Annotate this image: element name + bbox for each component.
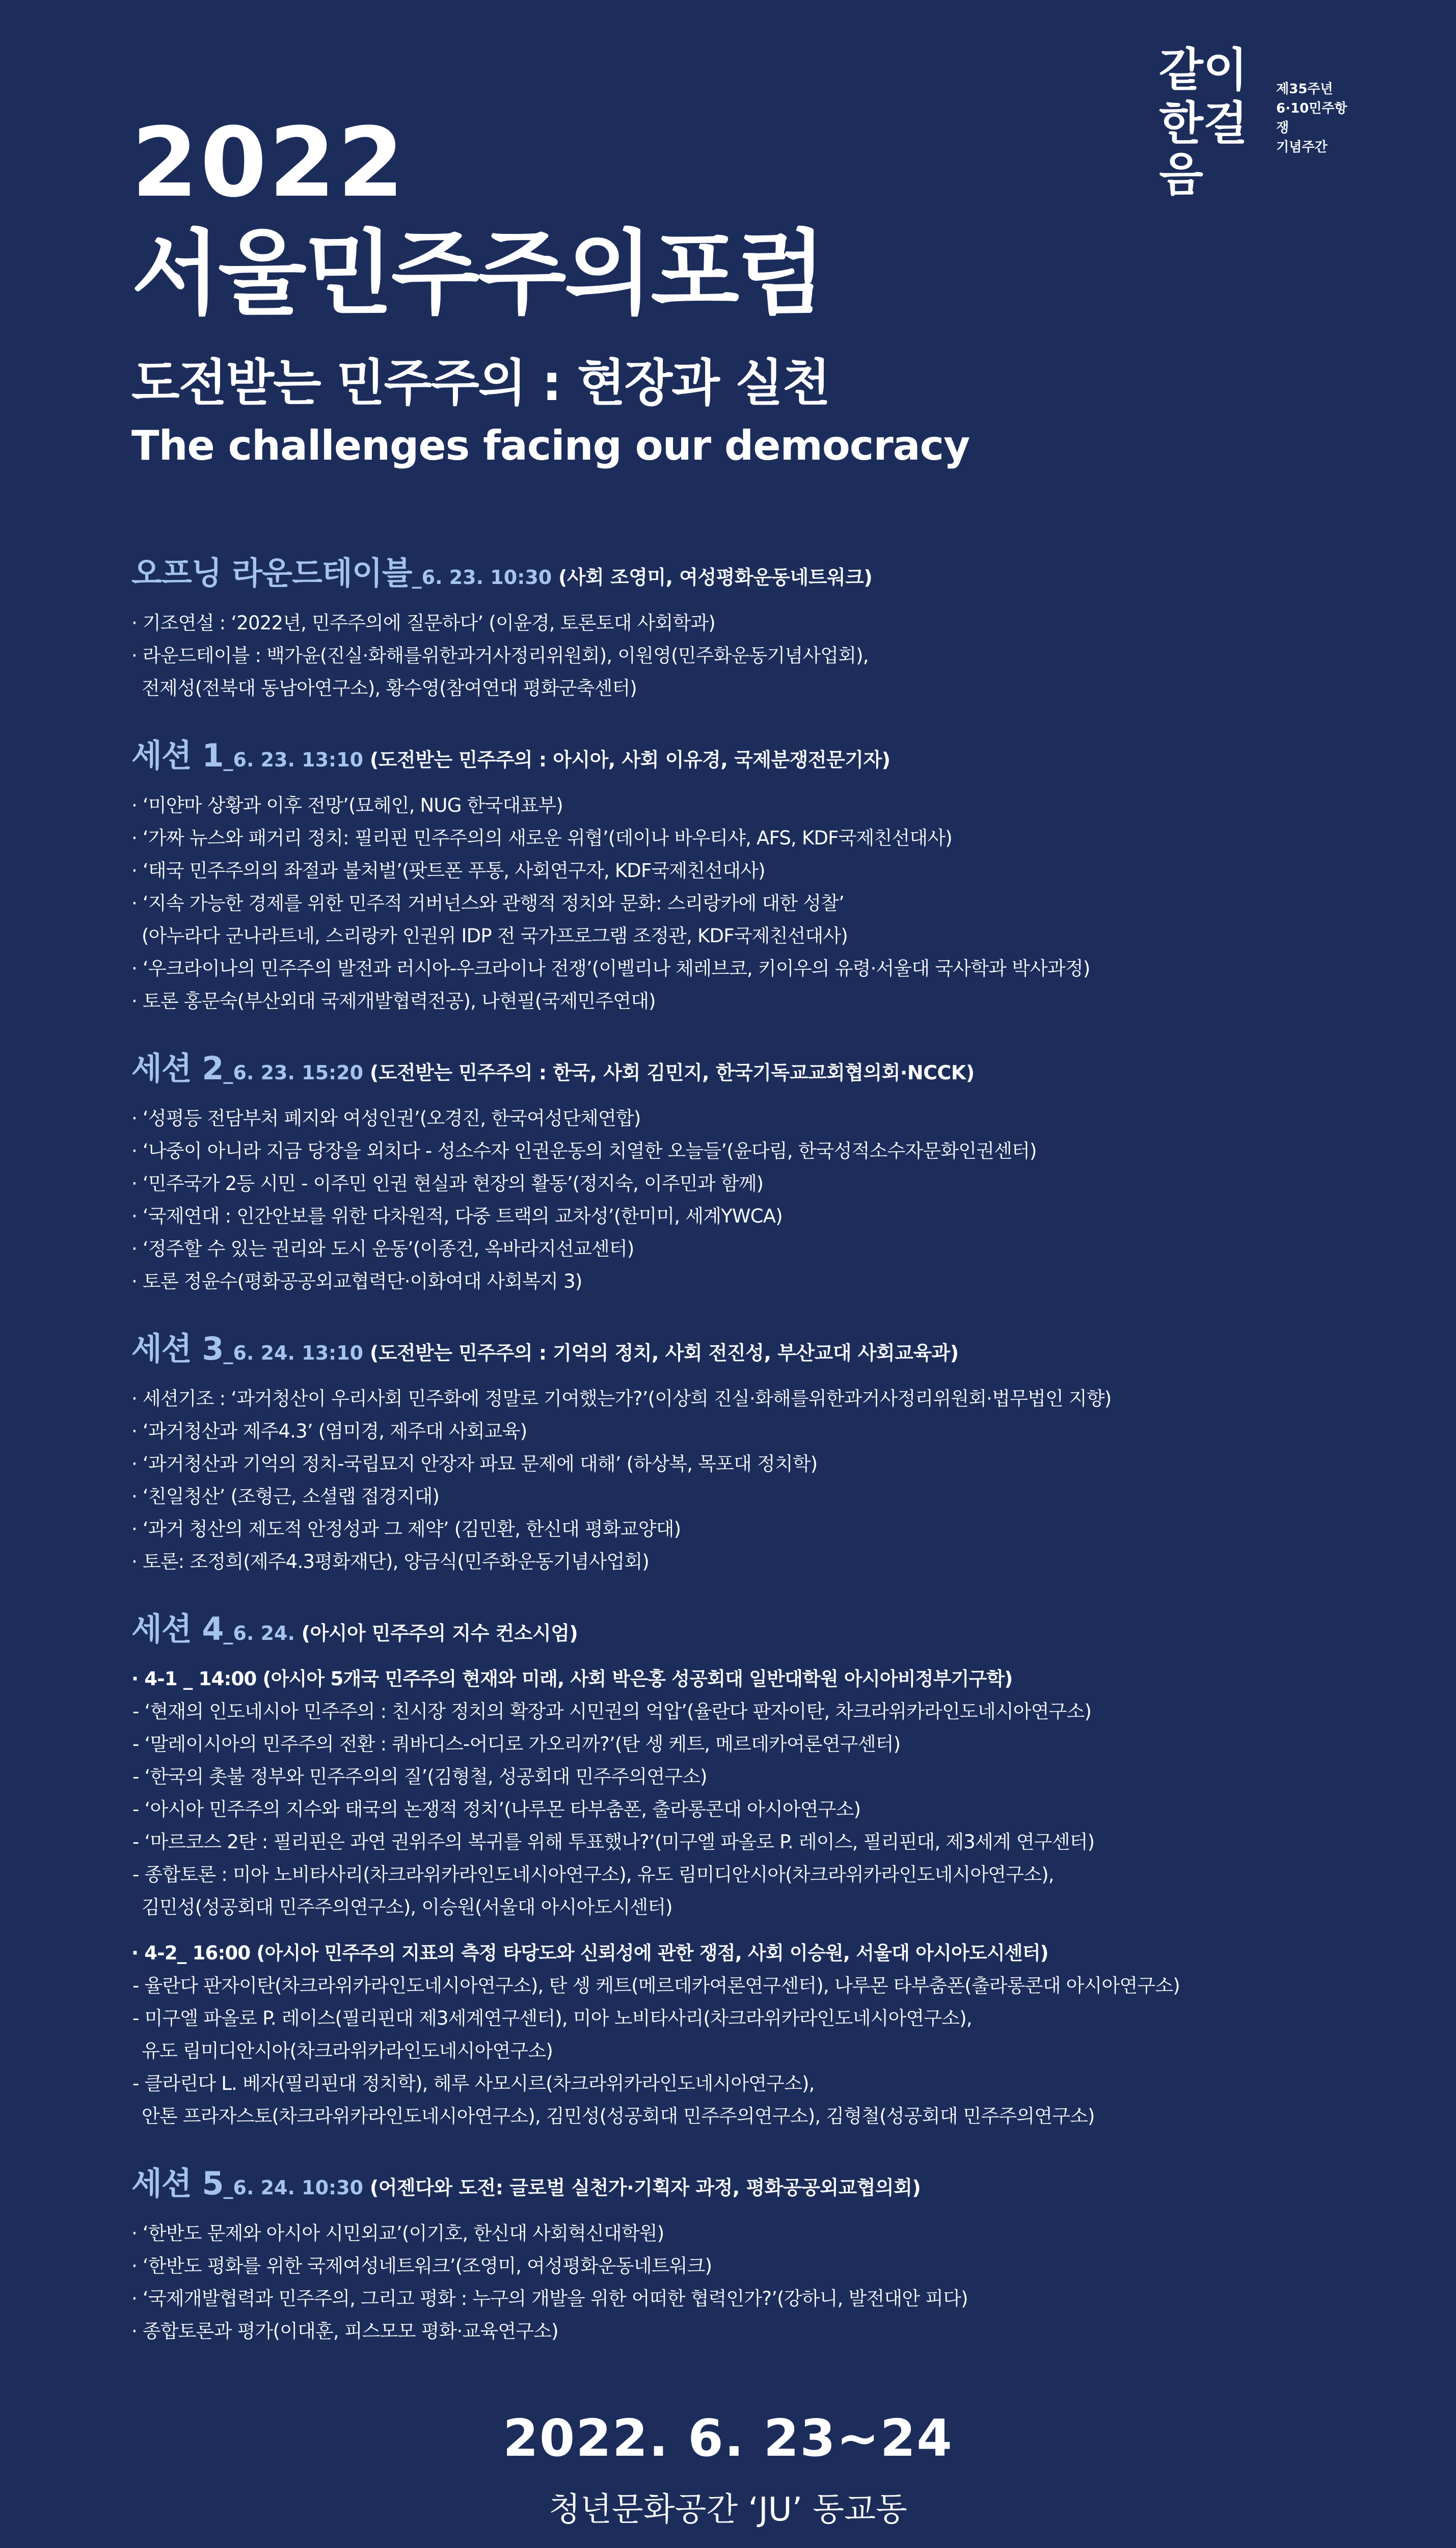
program-item: - 종합토론 : 미아 노비타사리(차크라위카라인도네시아연구소), 유도 림미디안시아(차크라위카라인도네시아연구소), (132, 1864, 1054, 1886)
program-item: · ‘지속 가능한 경제를 위한 민주적 거버넌스와 관행적 정치와 문화: 스리랑카에 대한 성찰’ (131, 892, 845, 914)
hero-title: 서울민주주의포럼 (131, 221, 824, 327)
program-item: · ‘과거 청산의 제도적 안정성과 그 제약’ (김민환, 한신대 평화교양대) (131, 1518, 681, 1540)
hero-subtitle-english: The challenges facing our democracy (131, 422, 970, 469)
campaign-caption-line: 6·10민주항쟁 (1276, 101, 1347, 136)
program-item: · ‘친일청산’ (조형근, 소셜랩 접경지대) (131, 1485, 440, 1507)
program-item: · 종합토론과 평가(이대훈, 피스모모 평화·교육연구소) (131, 2320, 558, 2342)
program-item: · ‘성평등 전담부처 폐지와 여성인권’(오경진, 한국여성단체연합) (131, 1107, 641, 1129)
program-item: · ‘국제연대 : 인간안보를 위한 다차원적, 다중 트랙의 교차성’(한미미, 세계YWCA) (131, 1205, 783, 1227)
program-item: - 미구엘 파올로 P. 레이스(필리핀대 제3세계연구센터), 미아 노비타사리(차크라위카라인도네시아연구소), (132, 2007, 972, 2029)
program-item: - 클라린다 L. 베자(필리핀대 정치학), 헤루 사모시르(차크라위카라인도네시아연구소), (132, 2073, 815, 2094)
section-description: (도전받는 민주주의 : 기억의 정치, 사회 전진성, 부산교대 사회교육과) (363, 1342, 959, 1364)
program-item: · 토론 정윤수(평화공공외교협력단·이화여대 사회복지 3) (131, 1270, 582, 1292)
section-name: 세션 3 (131, 1330, 224, 1367)
section-description: (사회 조영미, 여성평화운동네트워크) (552, 566, 873, 589)
event-venue: 청년문화공간 ‘JU’ 동교동 (549, 2491, 907, 2529)
hero-year: 2022 (131, 107, 407, 219)
section-date: _6. 23. 13:10 (223, 749, 364, 771)
program-item: - ‘마르코스 2탄 : 필리핀은 과연 권위주의 복귀를 위해 투표했나?’(미구엘 파올로 P. 레이스, 필리핀대, 제3세계 연구센터) (132, 1831, 1095, 1853)
program-item: · ‘민주국가 2등 시민 - 이주민 인권 현실과 현장의 활동’(정지숙, 이주민과 함께) (131, 1173, 764, 1195)
program-item: 안톤 프라자스토(차크라위카라인도네시아연구소), 김민성(성공회대 민주주의연구소), 김형철(성공회대 민주주의연구소) (142, 2105, 1095, 2127)
campaign-logo-line2: 한걸음 (1159, 97, 1248, 201)
program-item: (아누라다 군나라트네, 스리랑카 인권위 IDP 전 국가프로그램 조정관, KDF국제친선대사) (142, 925, 848, 947)
spacer (131, 1924, 1385, 1937)
section-description: (도전받는 민주주의 : 한국, 사회 김민지, 한국기독교교회협의회·NCCK) (363, 1061, 975, 1084)
program-section (131, 735, 1385, 1018)
program-item: - ‘현재의 인도네시아 민주주의 : 친시장 정치의 확장과 시민권의 억압’(율란다 판자이탄, 차크라위카라인도네시아연구소) (132, 1701, 1092, 1722)
program-item: · ‘가짜 뉴스와 패거리 정치: 필리핀 민주주의의 새로운 위협’(데이나 바우티샤, AFS, KDF국제친선대사) (131, 827, 952, 849)
event-footer (0, 2405, 1456, 2548)
section-heading (131, 735, 1385, 784)
program-item: · 토론: 조정희(제주4.3평화재단), 양금식(민주화운동기념사업회) (131, 1551, 650, 1573)
program-item: · ‘국제개발협력과 민주주의, 그리고 평화 : 누구의 개발을 위한 어떠한 협력인가?’(강하니, 발전대안 피다) (131, 2288, 968, 2310)
section-name: 세션 2 (131, 1050, 224, 1087)
program-item: 김민성(성공회대 민주주의연구소), 이승원(서울대 아시아도시센터) (142, 1896, 672, 1918)
section-heading (131, 1609, 1385, 1658)
program-item: · ‘나중이 아니라 지금 당장을 외치다 - 성소수자 인권운동의 치열한 오늘들’(윤다림, 한국성적소수자문화인권센터) (131, 1140, 1037, 1162)
section-heading (131, 1048, 1385, 1097)
program-item: · 라운드테이블 : 백가윤(진실·화해를위한과거사정리위원회), 이원영(민주화운동기념사업회), (131, 645, 869, 667)
program-section (131, 1329, 1385, 1578)
program-item: 전제성(전북대 동남아연구소), 황수영(참여연대 평화군축센터) (142, 677, 637, 699)
section-description: (아시아 민주주의 지수 컨소시엄) (294, 1622, 578, 1644)
section-heading (131, 2163, 1385, 2212)
program-item: · 세션기조 : ‘과거청산이 우리사회 민주화에 정말로 기여했는가?’(이상희 진실·화해를위한과거사정리위원회·법무법인 지향) (131, 1388, 1112, 1410)
event-date: 2022. 6. 23~24 (503, 2408, 953, 2468)
section-name: 세션 1 (131, 737, 224, 774)
program-section (131, 2163, 1385, 2348)
program-item: · ‘정주할 수 있는 권리와 도시 운동’(이종건, 옥바라지선교센터) (131, 1238, 634, 1260)
section-name: 오프닝 라운드테이블 (131, 554, 412, 592)
program-item: · ‘태국 민주주의의 좌절과 불처벌’(팟트폰 푸통, 사회연구자, KDF국제친선대사) (131, 860, 765, 882)
program-item: · 4-1 _ 14:00 (아시아 5개국 민주주의 현재와 미래, 사회 박은홍 성공회대 일반대학원 아시아비정부기구학) (131, 1668, 1013, 1690)
program-item: - ‘한국의 촛불 정부와 민주주의의 질’(김형철, 성공회대 민주주의연구소) (132, 1766, 707, 1788)
program-item: · 4-2_ 16:00 (아시아 민주주의 지표의 측정 타당도와 신뢰성에 관한 쟁점, 사회 이승원, 서울대 아시아도시센터) (131, 1942, 1048, 1964)
section-description: (어젠다와 도전: 글로벌 실천가·기획자 과정, 평화공공외교협의회) (363, 2177, 921, 2199)
section-date: _6. 24. 10:30 (223, 2177, 364, 2199)
program-section (131, 553, 1385, 705)
program-item: · ‘한반도 문제와 아시아 시민외교’(이기호, 한신대 사회혁신대학원) (131, 2222, 664, 2244)
program-item: · ‘우크라이나의 민주주의 발전과 러시아-우크라이나 전쟁’(이벨리나 체레브코, 키이우의 유령·서울대 국사학과 박사과정) (131, 958, 1090, 979)
section-date: _6. 23. 10:30 (412, 566, 552, 589)
section-heading (131, 1329, 1385, 1377)
section-date: _6. 24. (223, 1622, 295, 1644)
program-item: · ‘미얀마 상황과 이후 전망’(묘헤인, NUG 한국대표부) (131, 794, 563, 816)
section-description: (도전받는 민주주의 : 아시아, 사회 이유경, 국제분쟁전문기자) (363, 749, 891, 771)
hero (131, 107, 1303, 471)
program-item: 유도 림미디안시아(차크라위카라인도네시아연구소) (142, 2040, 553, 2062)
section-name: 세션 5 (131, 2165, 224, 2202)
program-item: - ‘아시아 민주주의 지수와 태국의 논쟁적 정치’(나루몬 타부춤폰, 출라롱콘대 아시아연구소) (132, 1798, 861, 1820)
section-heading (131, 553, 1385, 602)
program-item: · 기조연설 : ‘2022년, 민주주의에 질문하다’ (이윤경, 토론토대 사회학과) (131, 612, 715, 634)
program-item: - ‘말레이시아의 민주주의 전환 : 쿼바디스-어디로 가오리까?’(탄 셍 케트, 메르데카여론연구센터) (132, 1733, 901, 1755)
program-item: · 토론 홍문숙(부산외대 국제개발협력전공), 나현필(국제민주연대) (131, 990, 656, 1012)
campaign-logo-line1: 같이 (1159, 43, 1248, 97)
program-section (131, 1609, 1385, 2133)
campaign-caption-line: 제35주년 (1276, 82, 1333, 97)
program-item: · ‘과거청산과 기억의 정치-국립묘지 안장자 파묘 문제에 대해’ (하상복, 목포대 정치학) (131, 1453, 818, 1475)
section-name: 세션 4 (131, 1610, 224, 1648)
program-section (131, 1048, 1385, 1298)
program-schedule (131, 553, 1385, 2378)
section-date: _6. 23. 15:20 (223, 1061, 364, 1084)
program-item: · ‘한반도 평화를 위한 국제여성네트워크’(조영미, 여성평화운동네트워크) (131, 2255, 712, 2277)
program-item: · ‘과거청산과 제주4.3’ (염미경, 제주대 사회교육) (131, 1420, 527, 1442)
program-item: - 율란다 판자이탄(차크라위카라인도네시아연구소), 탄 셍 케트(메르데카여론연구센터), 나루몬 타부춤폰(출라롱콘대 아시아연구소) (132, 1975, 1180, 1997)
hero-subtitle-korean: 도전받는 민주주의 : 현장과 실천 (131, 354, 830, 412)
section-date: _6. 24. 13:10 (223, 1342, 364, 1364)
campaign-caption-line: 기념주간 (1276, 140, 1328, 155)
